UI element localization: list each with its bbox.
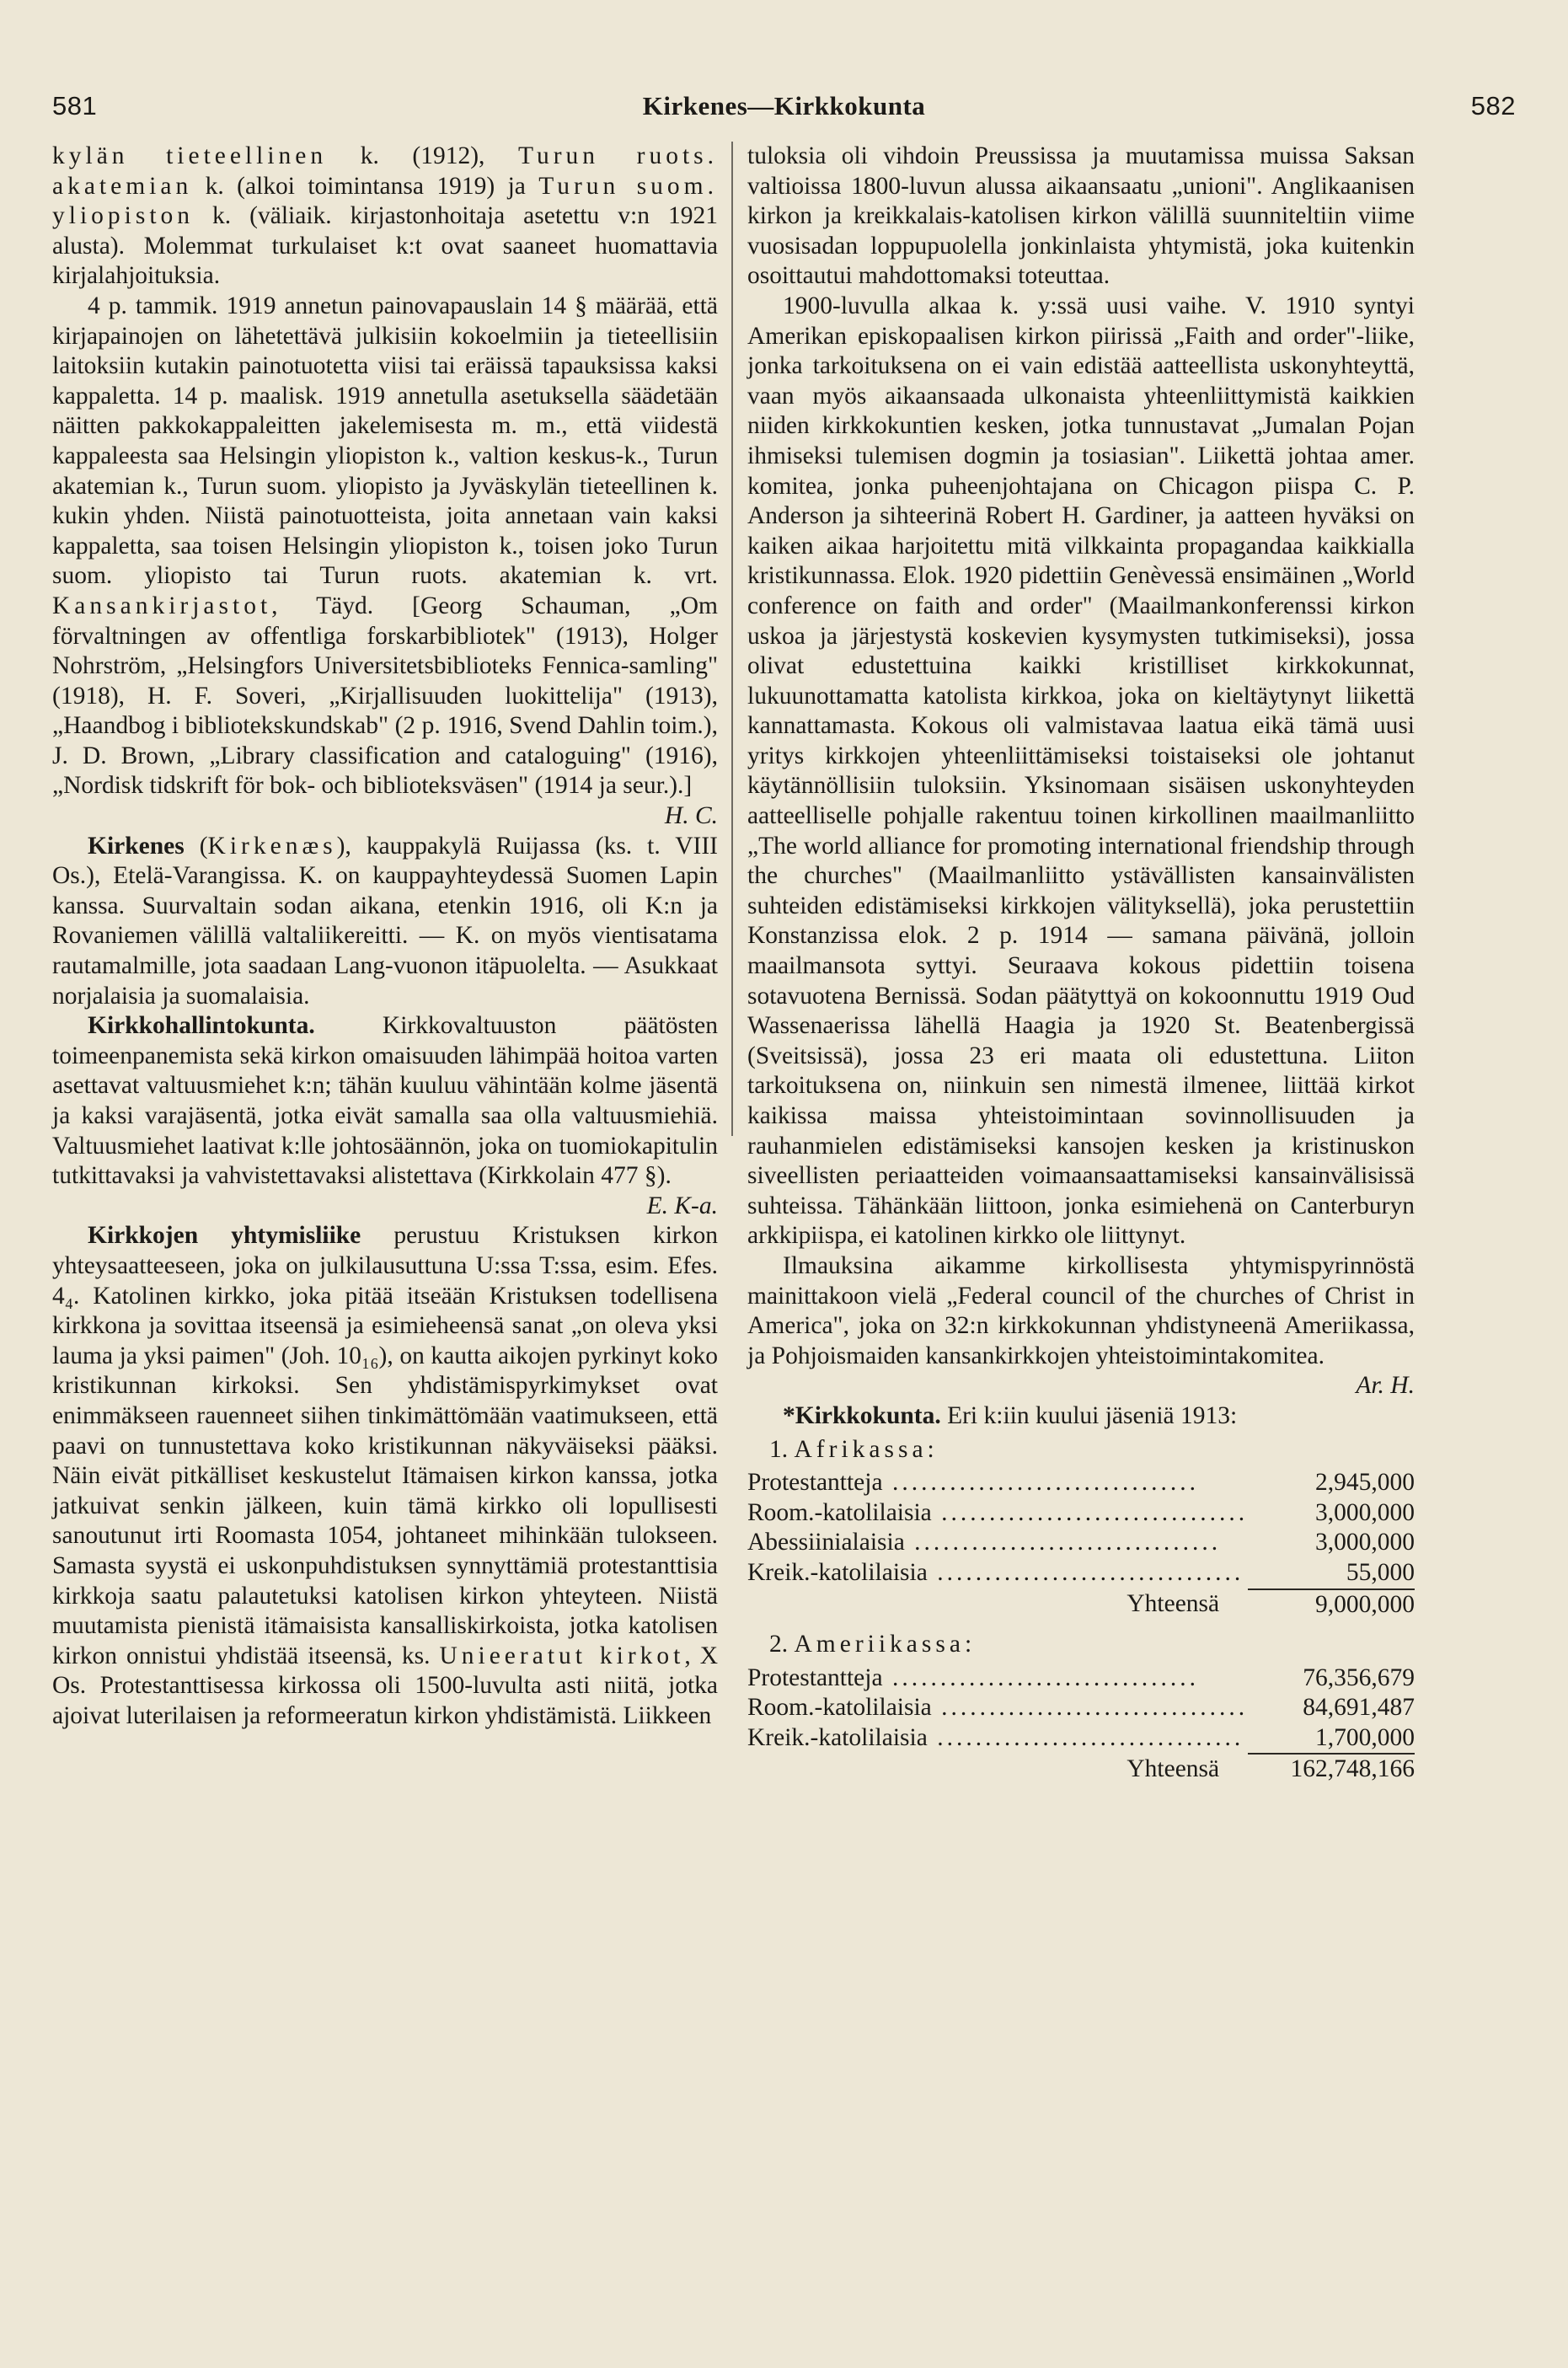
row-value: 84,691,487 [1303, 1694, 1415, 1722]
row-value: 2,945,000 [1315, 1469, 1415, 1497]
entry-kirkkojen-yhtymisliike [52, 1221, 718, 1731]
paragraph [52, 292, 718, 801]
table-row [747, 1663, 1415, 1694]
text: k. (väliaik. kirjastonhoitaja asetettu v:n 1921 alusta). Molemmat turkulaiset k:t ovat saaneet huomattavia kirjalahjoituksia. [52, 202, 718, 290]
paragraph: Ilmauksina aikamme kirkollisesta yhtymispyrinnöstä mainittakoon vielä „Federal council of the churches of Christ in America", joka on 32:n kirkkokunnan yhdistyneenä Ameriikassa, ja Pohjoismaiden kansankirkkojen yhteistoimintakomitea. [747, 1251, 1415, 1369]
statistics-table [747, 1435, 1415, 1786]
leader-dots: ................................ [882, 1469, 1199, 1497]
author-initials: E. K-a. [646, 1192, 718, 1219]
page-header [52, 91, 1516, 133]
text: Eri k:iin kuului jäseniä 1913: [940, 1401, 1238, 1429]
spaced-term: kylän tieteellinen [52, 142, 328, 169]
paragraph: 1900-luvulla alkaa k. y:ssä uusi vaihe. V. 1910 syntyi Amerikan episkopaalisen kirkon piirissä „Faith and order"-liike, jonka tarkoituksena on ei vain edistää aatteellista uskonyhteyttä, vaan myös aikaansaada ulkonaista yhteenliittymistä kaikkien niiden kirkkokuntien kesken, jotka tunnustavat „Jumalan Pojan ihmiseksi tulemisen dogmin ja tosiasian". Liikettä johtaa amer. komitea, jonka puheenjohtajana on Chicagon piispa C. P. Anderson ja sihteerinä Robert H. Gardiner, ja aatteen hyväksi on kaiken aikaa harjoitettu mitä vilkkainta propagandaa kaikkialla kristikunnassa. Elok. 1920 pidettiin Genèvessä ensimäinen „World conference on faith and order" (Maailmankonferenssi kirkon uskoa ja järjestystä koskevien kysymysten tutkimiseksi), jossa olivat edustettuina kaikki kristilliset kirkkokunnat, lukuunottamatta katolista kirkkoa, joka on kieltäytynyt liikettä kannattamasta. Kokous oli valmistavaa laatua eikä tämä uusi yritys kirkkojen yhteenliittämiseksi toistaiseksi ole johtanut käytännöllisiin tuloksiin. Yksinomaan sisäisen uskonyhteyden aatteelliselle pohjalle rakentuu toinen kirkollinen maailmanliitto „The world alliance for promoting international friendship through the churches" (Maailmanliitto ystävällisten kansainvälisten suhteiden edistämiseksi kirkkojen välityksellä), joka perustettiin Konstanzissa elok. 2 p. 1914 — samana päivänä, jolloin maailmansota syttyi. Seuraava kokous pidettiin toisena sotavuotena Bernissä. Sodan päätyttyä on kokoonnuttu 1919 Oud Wassenaerissa lähellä Haagia ja 1920 St. Beatenbergissä (Sveitsissä), jossa 23 eri maata oli edustettuna. Liiton tarkoituksena on, niinkuin sen nimestä ilmenee, liittää kirkot kaikissa maissa yhteistoimintaan sovinnollisuuden ja rauhanmielen edistämiseksi kansojen kesken ja kristinuskon siveellisten periaatteiden voimaansaattamiseksi kansainvälisissä suhteissa. Tähänkään liittoon, jonka esimiehenä on Canterburyn arkkipiispa, ei katolinen kirkko ole liittynyt. [747, 292, 1415, 1250]
table-row [747, 1498, 1415, 1529]
row-label-text: Protestantteja [747, 1663, 883, 1691]
signature [747, 1371, 1415, 1401]
text: k. (1912), [327, 142, 518, 169]
signature [52, 801, 718, 832]
row-value: 3,000,000 [1315, 1498, 1415, 1526]
entry-kirkkohallintokunta [52, 1011, 718, 1192]
signature [52, 1192, 718, 1222]
table-row [747, 1468, 1415, 1498]
section-number: 1. [769, 1435, 795, 1463]
total-value: 9,000,000 [1248, 1589, 1415, 1621]
row-value: 1,700,000 [1315, 1723, 1415, 1751]
entry-kirkkokunta [747, 1401, 1415, 1432]
text: perustuu Kristuksen kirkon yhteysaatteeseen, joka on julkilausuttuna U:ssa T:ssa, esim. Efes. 4₄. Katolinen kirkko, joka pitää itseään Kristuksen todellisena kirkkona ja sovittaa itseensä ja esimieheensä sanat „on oleva yksi lauma ja yksi paimen" (Joh. 10₁₆), on kautta aikojen pyrkinyt koko kristikunnan kirkoksi. Sen yhdistämispyrkimykset ovat enimmäkseen rauenneet siihen tinkimättömään vaatimukseen, että paavi on tunnustettava koko kristikunnan näkyväiseksi pääksi. Näin eivät pitkälliset keskustelut Itämaisen kirkon kanssa, jotka jatkuivat senkin jälkeen, kuin tämä kirkko oli lopullisesti sanoutunut irti Roomasta 1054, johtaneet mihinkään tulokseen. Samasta syystä ei uskonpuhdistuksen synnyttämiä protestanttisia kirkkoja saatu palautetuksi katolisen kirkon yhteyteen. Niistä muutamista pienistä itämaisista kansalliskirkoista, jotka katolisen kirkon onnistui yhdistää itseensä, ks. [52, 1222, 718, 1669]
row-label [747, 1663, 1248, 1694]
entry-headword: Kirkenes [88, 832, 185, 860]
text: : [964, 1631, 972, 1658]
text: ( [184, 832, 208, 860]
running-title: Kirkenes—Kirkkokunta [642, 91, 926, 121]
spaced-term: Turun ruots. akatemian [52, 142, 718, 200]
row-value: 3,000,000 [1315, 1529, 1415, 1556]
row-value: 55,000 [1346, 1558, 1415, 1586]
table-row [747, 1693, 1415, 1723]
text: 4 p. tammik. 1919 annetun painovapauslain 14 § määrää, että kirjapainojen on lähetettävä julkisiin kokoelmiin ja tieteellisiin laitoksiin kutakin painotuotetta viisi tai eräissä tapauksissa kaksi kappaletta. 14 p. maalisk. 1919 annetulla asetuksella säädetään näitten pakkokappaleitten jakelemisesta m. m., että viidestä kappaleesta saa Helsingin yliopiston k., valtion keskus-k., Turun akatemian k., Turun suom. yliopisto ja Jyväskylän tieteellinen k. kukin yhden. Niistä painotuotteista, joita annetaan vain kaksi kappaletta, saa toisen Helsingin yliopiston k., toisen joko Turun suom. yliopisto tai Turun ruots. akatemian k. vrt. [52, 292, 718, 590]
text: : [927, 1435, 934, 1463]
leader-dots: ................................ [931, 1498, 1249, 1526]
left-column [52, 142, 718, 1731]
row-label [747, 1498, 1248, 1529]
entry-headword: *Kirkkokunta. [783, 1401, 941, 1429]
section-name: Afrikassa [794, 1435, 928, 1463]
row-label [747, 1528, 1248, 1558]
entry-headword: Kirkkohallintokunta. [88, 1012, 315, 1040]
leader-dots: ................................ [927, 1724, 1244, 1752]
entry-kirkenes [52, 832, 718, 1012]
row-label-text: Room.-katolilaisia [747, 1694, 932, 1722]
leader-dots: ................................ [931, 1694, 1249, 1722]
author-initials: Ar. H. [1356, 1372, 1415, 1400]
total-label: Yhteensä [1126, 1755, 1220, 1782]
america-table [747, 1663, 1415, 1785]
text: ), kauppakylä Ruijassa (ks. t. VIII Os.), Etelä-Varangissa. K. on kauppayhteydessä Suomen Lapin kanssa. Suurvaltain sodan aikana, etenkin 1916, oli K:n ja Rovaniemen välillä valtaliikereitti. — K. on myös vientisatama rautamalmille, jota saadaan Lang-vuonon itäpuolelta. — Asukkaat norjalaisia ja suomalaisia. [52, 832, 718, 1010]
page-number-left: 581 [52, 91, 98, 121]
leader-dots: ................................ [927, 1559, 1244, 1587]
text: Kirkkovaltuuston päätösten toimeenpanemista sekä kirkon omaisuuden lähimpää hoitoa varten asettavat valtuusmiehet k:n; tähän kuuluu vähintään kolme jäsentä ja kaksi varajäsentä, jotka eivät samalla saa olla valtuusmiehiä. Valtuusmiehet laativat k:lle johtosäännön, joka on tuomiokapitulin tutkittavaksi ja vahvistettavaksi alistettava (Kirkkolain 477 §). [52, 1012, 718, 1190]
table-row [747, 1528, 1415, 1558]
right-column [747, 142, 1415, 1785]
table-row [747, 1723, 1415, 1755]
spaced-term: Kirkenæs [207, 832, 337, 860]
page-number-right: 582 [1470, 91, 1516, 121]
table-total-row [747, 1589, 1415, 1621]
spaced-term: Turun suom. yliopiston [52, 172, 718, 230]
leader-dots: ................................ [882, 1663, 1199, 1691]
row-label [747, 1558, 1248, 1589]
row-label [747, 1693, 1248, 1723]
paragraph [52, 142, 718, 292]
table-total-row [747, 1754, 1415, 1785]
paragraph: tuloksia oli vihdoin Preussissa ja muutamissa muissa Saksan valtioissa 1800-luvun alussa aikaansaatu „unioni". Anglikaanisen kirkon ja kreikkalais-katolisen kirkon välillä suunniteltiin viime vuosisadan loppupuolella jonkinlaista yhtymistä, joka kuitenkin osoittautui mahdottomaksi toteuttaa. [747, 142, 1415, 290]
text: , Täyd. [Georg Schauman, „Om förvaltningen av offentliga forskarbibliotek" (1913), Holger Nohrström, „Helsingfors Universitetsbiblioteks Fennica-samling" (1918), H. F. Soveri, „Kirjallisuuden luokittelija" (1913), „Haandbog i bibliotekskundskab" (2 p. 1916, Svend Dahlin toim.), J. D. Brown, „Library classification and cataloguing" (1916), „Nordisk tidskrift för bok- och biblioteksväsen" (1914 ja seur.).] [52, 592, 718, 800]
row-label [747, 1723, 1248, 1755]
spaced-term: Kansankirjastot [52, 592, 272, 619]
column-divider [731, 142, 733, 1136]
row-label-text: Room.-katolilaisia [747, 1498, 932, 1526]
section-title-america [769, 1630, 1415, 1660]
row-label [747, 1468, 1248, 1498]
row-label-text: Kreik.-katolilaisia [747, 1559, 928, 1587]
row-value: 76,356,679 [1303, 1663, 1415, 1691]
africa-table [747, 1468, 1415, 1620]
entry-headword: Kirkkojen yhtymisliike [88, 1222, 361, 1250]
table-row [747, 1558, 1415, 1589]
total-label: Yhteensä [1126, 1590, 1220, 1617]
section-name: Ameriikassa [794, 1631, 965, 1658]
row-label-text: Abessiinialaisia [747, 1529, 905, 1556]
leader-dots: ................................ [904, 1529, 1222, 1556]
text: , X Os. Protestanttisessa kirkossa oli 1500-luvulta asti niitä, jotka ajoivat luterilaisen ja reformeeratun kirkon yhdistämistä. Liikkeen [52, 1642, 718, 1729]
section-number: 2. [769, 1631, 795, 1658]
total-value: 162,748,166 [1248, 1754, 1415, 1785]
row-label-text: Kreik.-katolilaisia [747, 1724, 928, 1752]
text: k. (alkoi toimintansa 1919) ja [192, 172, 539, 200]
spaced-term: Unieeratut kirkot [439, 1642, 685, 1669]
section-title-africa [769, 1435, 1415, 1465]
row-label-text: Protestantteja [747, 1469, 883, 1497]
author-initials: H. C. [664, 802, 718, 830]
